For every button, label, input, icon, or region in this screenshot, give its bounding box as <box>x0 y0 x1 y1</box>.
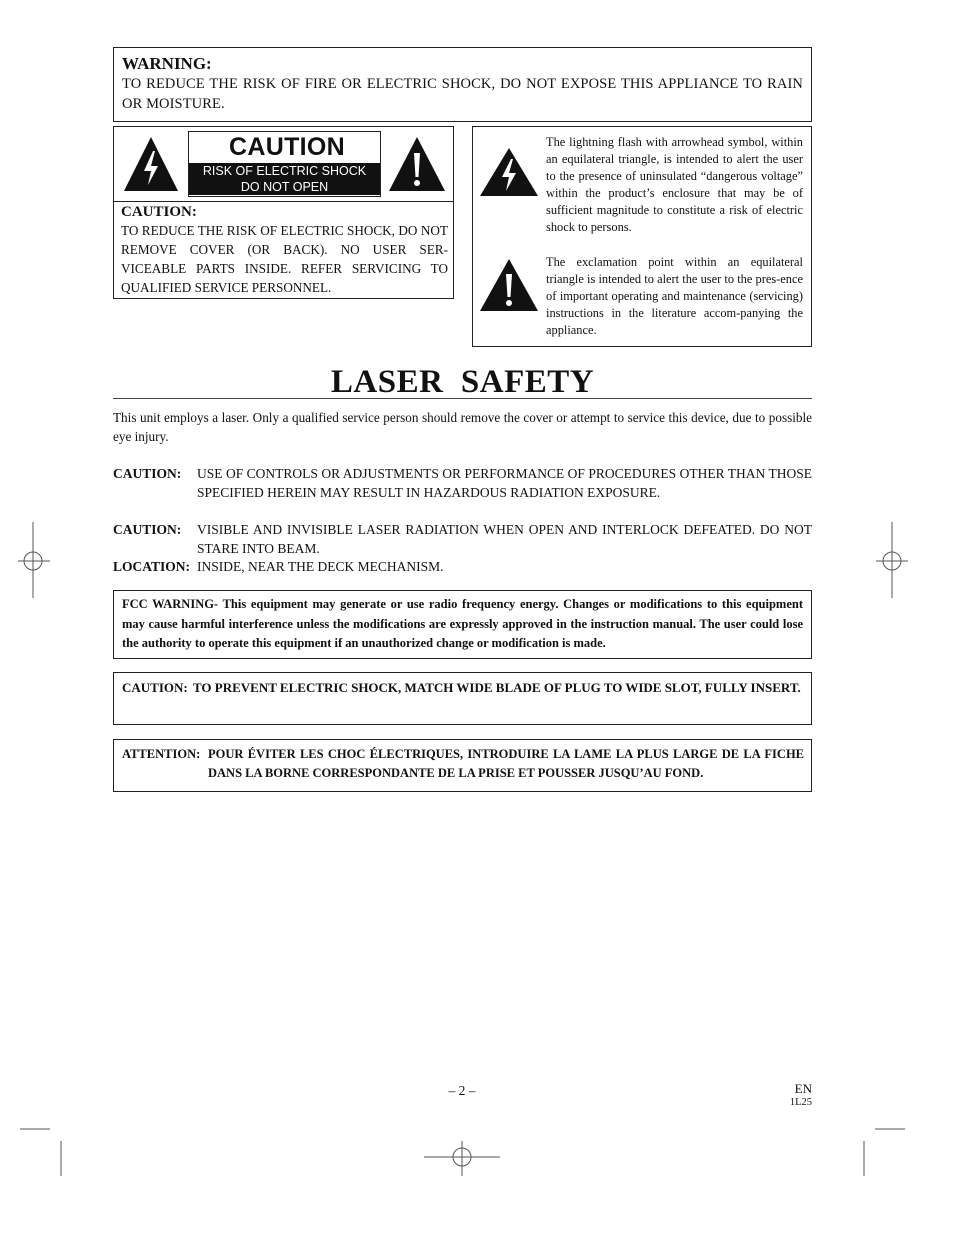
warning-title: WARNING: <box>122 54 212 73</box>
laser-intro: This unit employs a laser. Only a qualified service person should remove the cover or attempt to service this device, due to possible eye injury. <box>113 410 812 444</box>
fcc-warning-text: FCC WARNING- This equipment may generate or use radio frequency energy. Changes or modifications to this equipment may cause harmful interference unless the modifications are expressly approved in the instruction manual. The user could lose the authority to operate this equipment if an unauthorized change or modification is made. <box>122 597 803 650</box>
laser-location-label: LOCATION: <box>113 559 191 574</box>
laser-safety-title: LASER SAFETY <box>330 364 595 400</box>
caution-title: CAUTION: <box>121 204 197 220</box>
plug-caution-label: CAUTION: <box>122 680 188 695</box>
crosshair-registration-icon-bottom <box>424 1141 500 1176</box>
language-code: EN <box>794 1081 812 1096</box>
caution-risk-line: RISK OF ELECTRIC SHOCK <box>202 164 367 178</box>
caution-open-line: DO NOT OPEN <box>240 180 329 194</box>
warning-box <box>113 47 812 122</box>
laser-caution2-text: VISIBLE AND INVISIBLE LASER RADIATION WHEN OPEN AND INTERLOCK DEFEATED. DO NOT STARE INTO BEAM. <box>197 522 812 556</box>
warning-text: TO REDUCE THE RISK OF FIRE OR ELECTRIC SHOCK, DO NOT EXPOSE THIS APPLIANCE TO RAIN OR MOISTURE. <box>122 76 803 112</box>
fcc-warning-box <box>113 590 812 659</box>
page-number: – 2 – <box>448 1083 476 1098</box>
caution-text: TO REDUCE THE RISK OF ELECTRIC SHOCK, DO NOT REMOVE COVER (OR BACK). NO USER SER-VICEABLE PARTS INSIDE. REFER SERVICING TO QUALIFIED SERVICE PERSONNEL. <box>121 223 448 295</box>
plug-caution-box <box>113 672 812 725</box>
laser-caution2-label: CAUTION: <box>113 522 182 537</box>
exclamation-triangle-icon <box>478 257 540 313</box>
lightning-symbol-text: The lightning flash with arrowhead symbol, within an equilateral triangle, is intended to alert the user to the presence of uninsulated “dangerous voltage” within the product’s enclosure that may be of sufficient magnitude to constitute a risk of electric shock to persons. <box>546 135 803 234</box>
attention-label: ATTENTION: <box>122 747 201 761</box>
caution-word: CAUTION <box>229 133 345 161</box>
laser-location-text: INSIDE, NEAR THE DECK MECHANISM. <box>197 559 444 574</box>
crop-mark-bottom-right <box>864 1129 905 1176</box>
caution-banner <box>114 127 453 202</box>
lightning-triangle-icon <box>478 146 540 198</box>
attention-text: POUR ÉVITER LES CHOC ÉLECTRIQUES, INTRODUIRE LA LAME LA PLUS LARGE DE LA FICHE DANS LA BORNE CORRESPONDANTE DE LA PRISE ET POUSSER JUSQU’AU FOND. <box>208 747 804 780</box>
exclamation-symbol-text: The exclamation point within an equilateral triangle is intended to alert the user to the pres-ence of important operating and maintenance (servicing) instructions in the literature accom-panying the appliance. <box>546 255 803 337</box>
title-rule <box>113 398 812 399</box>
attention-box <box>113 739 812 792</box>
caution-box <box>113 126 454 299</box>
lightning-triangle-icon <box>122 135 180 193</box>
caution-black-band <box>189 163 380 195</box>
laser-caution1-text: USE OF CONTROLS OR ADJUSTMENTS OR PERFORMANCE OF PROCEDURES OTHER THAN THOSE SPECIFIED HEREIN MAY RESULT IN HAZARDOUS RADIATION EXPOSURE. <box>197 466 812 500</box>
crosshair-registration-icon-right <box>876 522 908 598</box>
plug-caution-text: TO PREVENT ELECTRIC SHOCK, MATCH WIDE BLADE OF PLUG TO WIDE SLOT, FULLY INSERT. <box>193 680 801 695</box>
crosshair-registration-icon-left <box>18 522 50 598</box>
symbols-box <box>472 126 812 347</box>
exclamation-triangle-icon <box>387 135 447 193</box>
model-code: 1L25 <box>789 1097 812 1108</box>
laser-caution1-label: CAUTION: <box>113 466 182 481</box>
caution-label <box>188 131 381 197</box>
crop-mark-bottom-left <box>20 1129 61 1176</box>
